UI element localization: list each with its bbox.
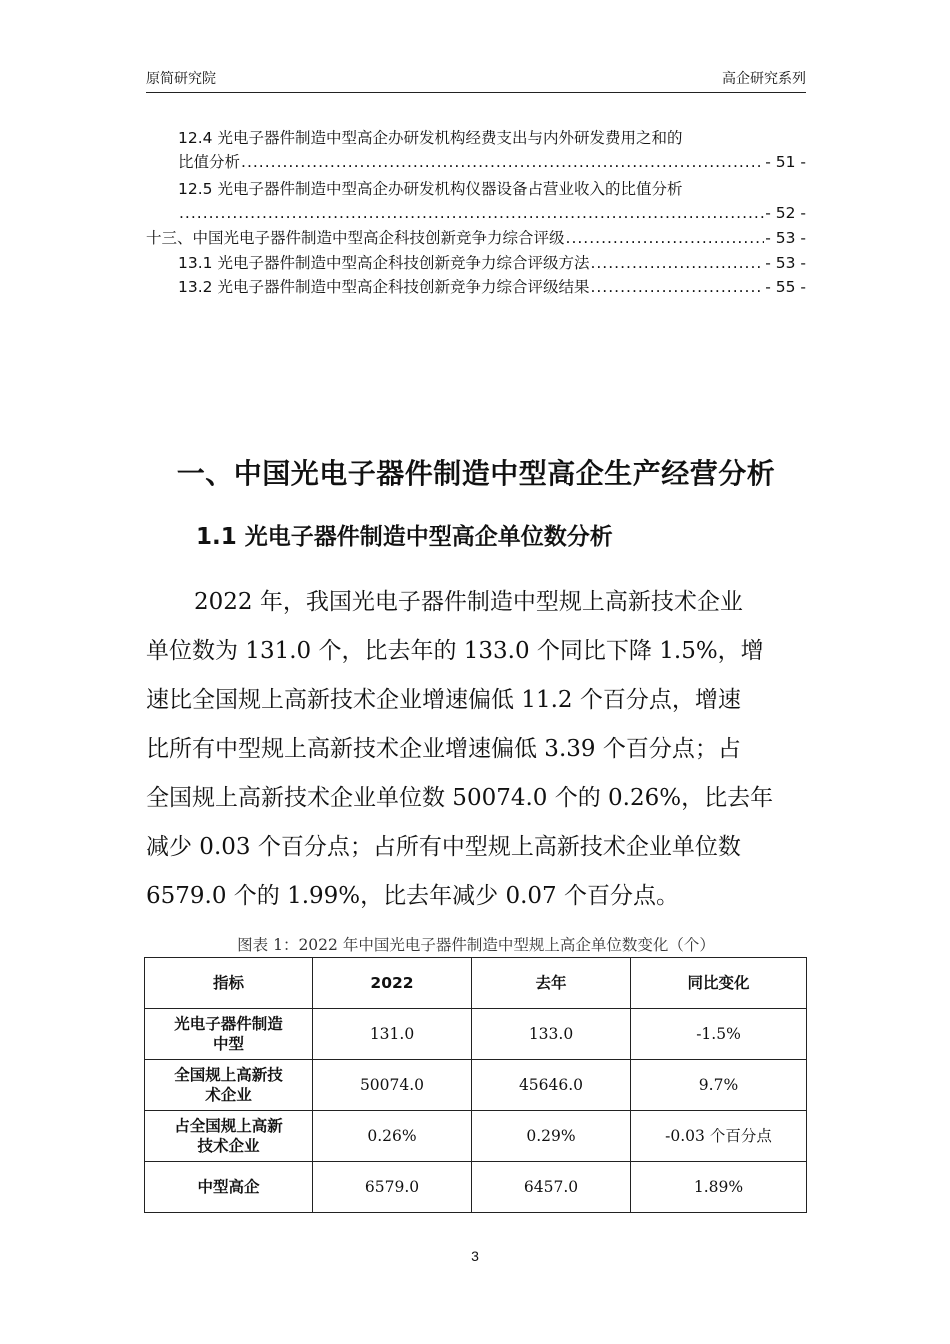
row-label — [145, 1111, 313, 1162]
data-table — [144, 957, 807, 1213]
toc-entry-12-5[interactable] — [178, 177, 806, 225]
row-label: 中型高企 — [145, 1162, 313, 1213]
toc-entry-text: 13.2 光电子器件制造中型高企科技创新竞争力综合评级结果 — [178, 278, 590, 296]
row-label-line: 光电子器件制造 — [174, 1015, 283, 1033]
cell-2022: 131.0 — [313, 1009, 472, 1060]
toc-entry-text: 十三、中国光电子器件制造中型高企科技创新竞争力综合评级 — [146, 229, 565, 247]
toc-entry-13[interactable] — [146, 226, 806, 250]
row-label-line: 术企业 — [205, 1086, 252, 1104]
toc-entry-text: 13.1 光电子器件制造中型高企科技创新竞争力综合评级方法 — [178, 254, 590, 272]
table-row — [145, 1060, 807, 1111]
cell-2022: 50074.0 — [313, 1060, 472, 1111]
column-header: 去年 — [472, 958, 631, 1009]
table-caption: 图表 1：2022 年中国光电子器件制造中型规上高企单位数变化（个） — [237, 936, 715, 954]
paragraph-line: 6579.0 个的 1.99%，比去年减少 0.07 个百分点。 — [146, 883, 679, 909]
cell-2022: 6579.0 — [313, 1162, 472, 1213]
cell-change: -0.03 个百分点 — [631, 1111, 807, 1162]
page-header — [146, 66, 806, 93]
table-row — [145, 1009, 807, 1060]
paragraph-line: 速比全国规上高新技术企业增速偏低 11.2 个百分点，增速 — [146, 687, 741, 713]
toc-leader-dots — [179, 201, 764, 225]
toc-page-number: - 53 - — [765, 229, 806, 247]
toc-entry-13-2[interactable] — [178, 275, 806, 299]
paragraph-line: 比所有中型规上高新技术企业增速偏低 3.39 个百分点；占 — [146, 736, 741, 762]
table-header-row — [145, 958, 807, 1009]
cell-change: 9.7% — [631, 1060, 807, 1111]
toc-leader-dots — [241, 150, 764, 174]
header-right-text: 高企研究系列 — [722, 70, 806, 86]
row-label-line: 技术企业 — [197, 1137, 260, 1155]
row-label-line: 占全国规上高新 — [174, 1117, 283, 1135]
toc-page-number: - 53 - — [765, 254, 806, 272]
row-label-line: 中型 — [212, 1035, 244, 1053]
column-header: 同比变化 — [631, 958, 807, 1009]
cell-change: -1.5% — [631, 1009, 807, 1060]
toc-page-number: - 52 - — [765, 204, 806, 222]
section-title: 一、中国光电子器件制造中型高企生产经营分析 — [176, 457, 776, 490]
toc-leader-dots — [590, 251, 764, 275]
subsection-title: 1.1 光电子器件制造中型高企单位数分析 — [196, 524, 613, 550]
toc-entry-text-cont: 比值分析 — [178, 153, 241, 171]
toc-leader-dots — [566, 226, 765, 250]
paragraph-line: 单位数为 131.0 个，比去年的 133.0 个同比下降 1.5%，增 — [146, 638, 764, 664]
toc-entry-text: 12.4 光电子器件制造中型高企办研发机构经费支出与内外研发费用之和的 — [178, 129, 683, 147]
cell-prev-year: 133.0 — [472, 1009, 631, 1060]
table-row — [145, 1162, 807, 1213]
column-header: 2022 — [313, 958, 472, 1009]
paragraph-line: 2022 年，我国光电子器件制造中型规上高新技术企业 — [194, 589, 743, 615]
toc-entry-text: 12.5 光电子器件制造中型高企办研发机构仪器设备占营业收入的比值分析 — [178, 180, 683, 198]
header-left-text: 原简研究院 — [146, 70, 216, 86]
cell-2022: 0.26% — [313, 1111, 472, 1162]
column-header: 指标 — [145, 958, 313, 1009]
cell-prev-year: 0.29% — [472, 1111, 631, 1162]
cell-prev-year: 45646.0 — [472, 1060, 631, 1111]
cell-change: 1.89% — [631, 1162, 807, 1213]
table-row — [145, 1111, 807, 1162]
row-label — [145, 1009, 313, 1060]
toc-leader-dots — [590, 275, 764, 299]
row-label-line: 全国规上高新技 — [174, 1066, 283, 1084]
toc-entry-12-4[interactable] — [178, 126, 806, 174]
toc-page-number: - 55 - — [765, 278, 806, 296]
cell-prev-year: 6457.0 — [472, 1162, 631, 1213]
row-label — [145, 1060, 313, 1111]
toc-page-number: - 51 - — [765, 153, 806, 171]
toc-entry-13-1[interactable] — [178, 251, 806, 275]
paragraph-line: 减少 0.03 个百分点；占所有中型规上高新技术企业单位数 — [146, 834, 741, 860]
page-number: 3 — [471, 1248, 479, 1264]
paragraph-line: 全国规上高新技术企业单位数 50074.0 个的 0.26%，比去年 — [146, 785, 774, 811]
